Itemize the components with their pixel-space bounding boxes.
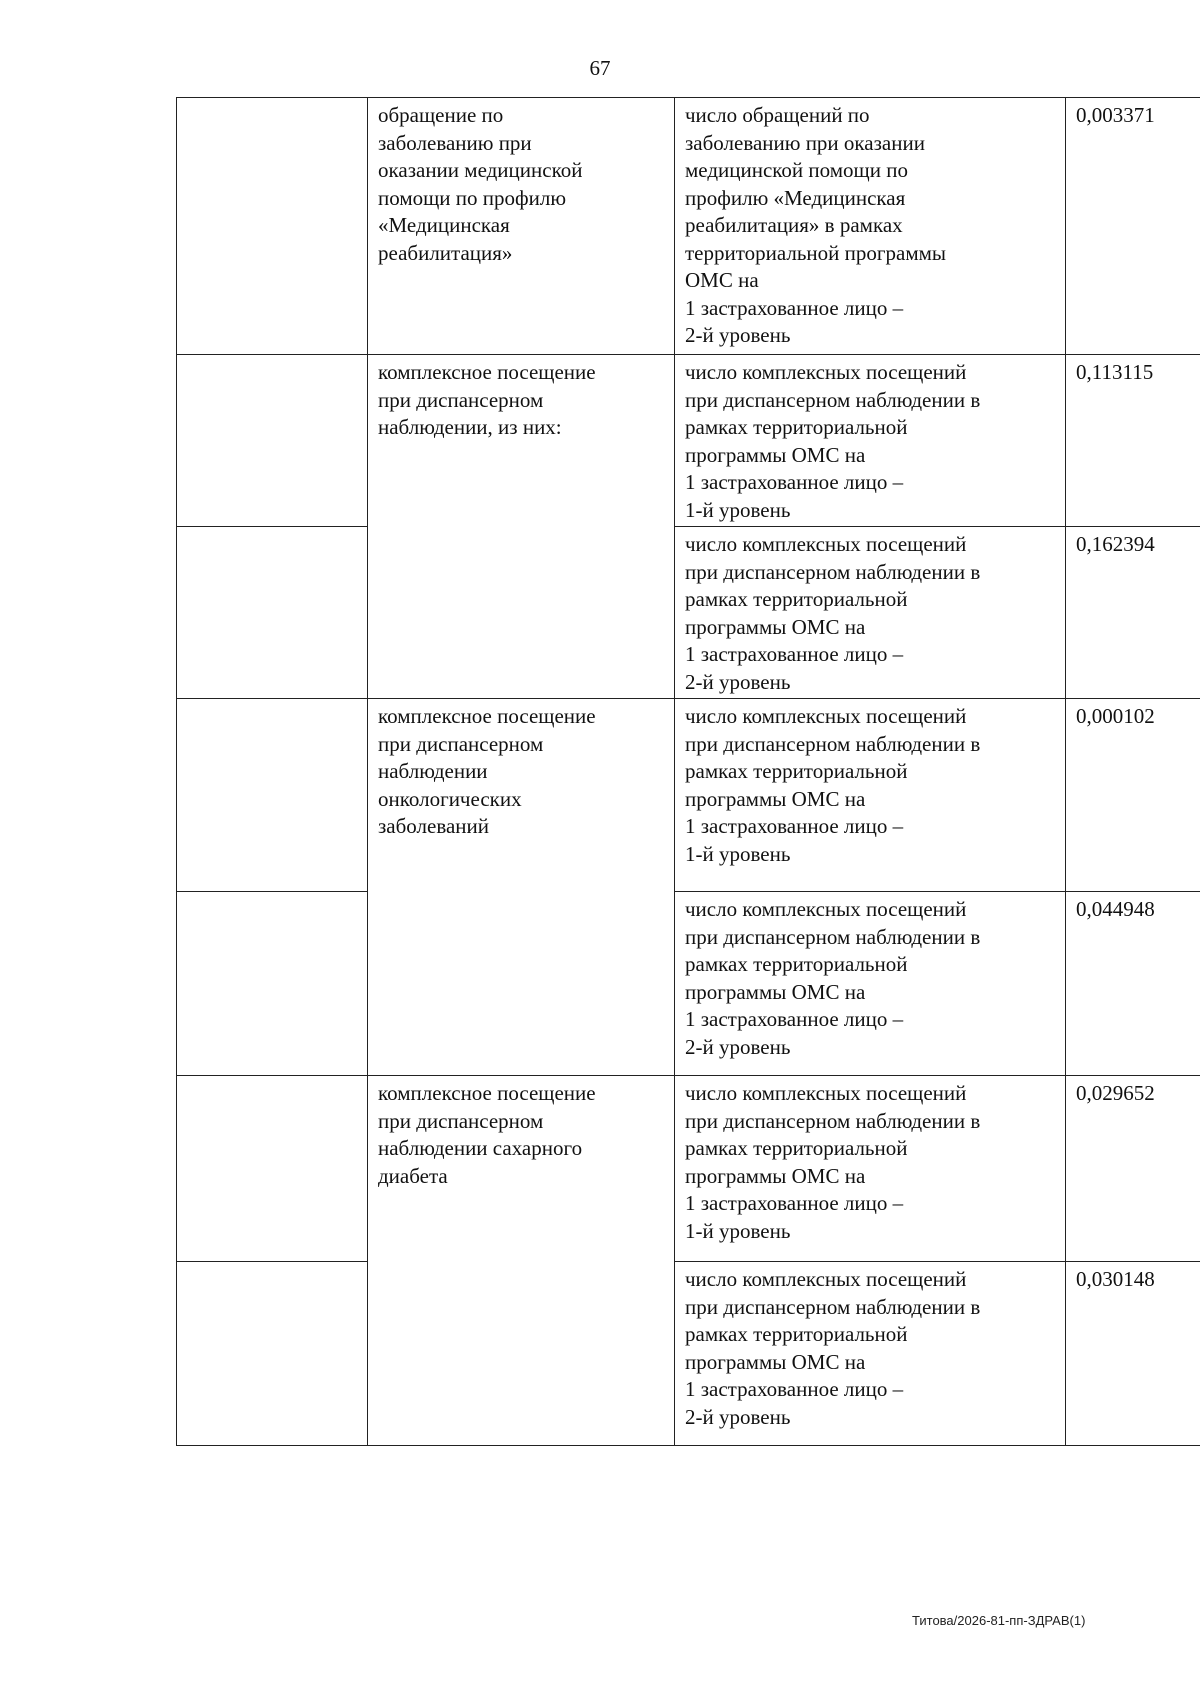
indicator-description-cell: число комплексных посещений при диспансерном наблюдении в рамках территориальной программы ОМС на 1 застрахованное лицо – 1-й уровень bbox=[675, 699, 1066, 892]
page-number: 67 bbox=[589, 56, 611, 80]
empty-cell bbox=[177, 355, 368, 527]
table-row bbox=[177, 699, 1200, 892]
indicator-description-cell: число обращений по заболеванию при оказании медицинской помощи по профилю «Медицинская реабилитация» в рамках территориальной программы ОМС на 1 застрахованное лицо – 2-й уровень bbox=[675, 98, 1066, 355]
empty-cell bbox=[177, 1076, 368, 1262]
care-type-cell: обращение по заболеванию при оказании медицинской помощи по профилю «Медицинская реабилитация» bbox=[368, 98, 675, 355]
table-row bbox=[177, 892, 1200, 1076]
empty-cell bbox=[177, 699, 368, 892]
indicator-description-cell: число комплексных посещений при диспансерном наблюдении в рамках территориальной программы ОМС на 1 застрахованное лицо – 2-й уровень bbox=[675, 892, 1066, 1076]
empty-cell bbox=[177, 1262, 368, 1446]
indicator-value-cell: 0,044948 bbox=[1066, 892, 1200, 1076]
table-row bbox=[177, 98, 1200, 355]
indicator-value-cell: 0,029652 bbox=[1066, 1076, 1200, 1262]
indicator-value-cell: 0,162394 bbox=[1066, 527, 1200, 699]
care-type-cell: комплексное посещение при диспансерном наблюдении онкологических заболеваний bbox=[368, 699, 675, 1076]
indicator-description-cell: число комплексных посещений при диспансерном наблюдении в рамках территориальной программы ОМС на 1 застрахованное лицо – 1-й уровень bbox=[675, 1076, 1066, 1262]
care-type-cell: комплексное посещение при диспансерном наблюдении сахарного диабета bbox=[368, 1076, 675, 1446]
indicator-description-cell: число комплексных посещений при диспансерном наблюдении в рамках территориальной программы ОМС на 1 застрахованное лицо – 2-й уровень bbox=[675, 527, 1066, 699]
indicator-value-cell: 0,003371 bbox=[1066, 98, 1200, 355]
table-row bbox=[177, 1076, 1200, 1262]
indicator-value-cell: 0,030148 bbox=[1066, 1262, 1200, 1446]
indicator-value-cell: 0,000102 bbox=[1066, 699, 1200, 892]
indicators-table bbox=[176, 97, 1200, 1446]
empty-cell bbox=[177, 892, 368, 1076]
empty-cell bbox=[177, 98, 368, 355]
table-row bbox=[177, 355, 1200, 527]
empty-cell bbox=[177, 527, 368, 699]
table-row bbox=[177, 527, 1200, 699]
indicator-value-cell: 0,113115 bbox=[1066, 355, 1200, 527]
table-row bbox=[177, 1262, 1200, 1446]
indicator-description-cell: число комплексных посещений при диспансерном наблюдении в рамках территориальной программы ОМС на 1 застрахованное лицо – 2-й уровень bbox=[675, 1262, 1066, 1446]
care-type-cell: комплексное посещение при диспансерном наблюдении, из них: bbox=[368, 355, 675, 699]
document-reference: Титова/2026-81-пп-ЗДРАВ(1) bbox=[912, 1613, 1086, 1628]
indicator-description-cell: число комплексных посещений при диспансерном наблюдении в рамках территориальной программы ОМС на 1 застрахованное лицо – 1-й уровень bbox=[675, 355, 1066, 527]
